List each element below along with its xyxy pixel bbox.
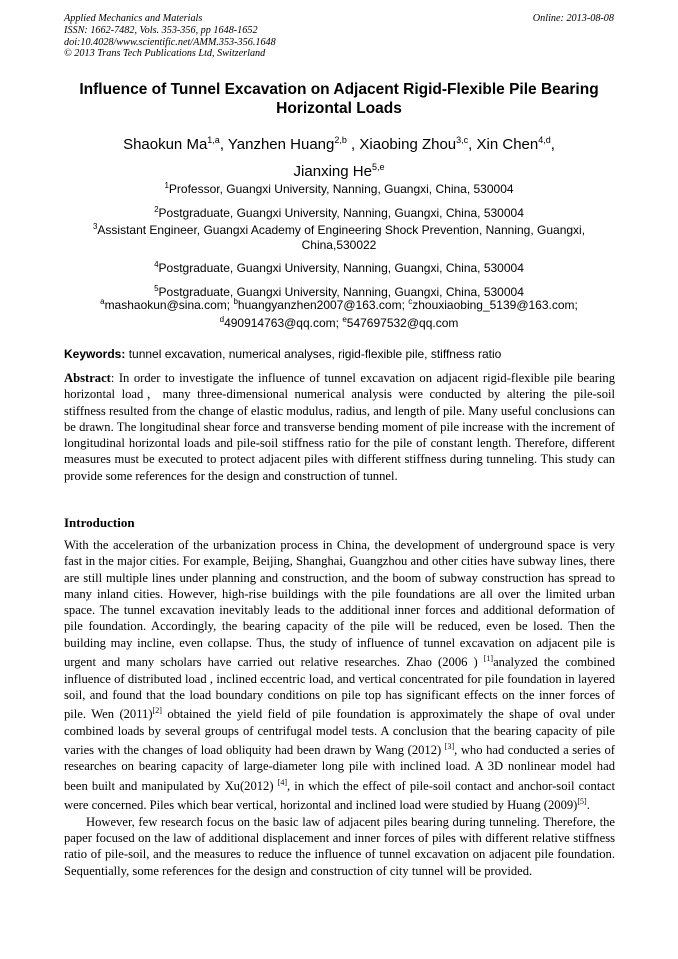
author-sup: 3,c (456, 135, 469, 145)
text-run: , who had conducted a series of researches on bearing capacity of large-diameter long pile with inclined load. A 3D nonlinear model had been built and manipulated by Xu(2012) (64, 743, 615, 793)
affiliation-text: Assistant Engineer, Guangxi Academy of Engineering Shock Prevention, Nanning, Guangxi, China,530022 (97, 223, 586, 252)
affiliation-text: Postgraduate, Guangxi University, Nanning, Guangxi, China, 530004 (158, 205, 524, 220)
affiliation-sup: 3 (92, 222, 98, 231)
journal-name: Applied Mechanics and Materials (64, 13, 203, 24)
affiliation (60, 258, 618, 276)
issn-line: ISSN: 1662-7482, Vols. 353-356, pp 1648-1652 (64, 24, 258, 36)
copyright-line: © 2013 Trans Tech Publications Ltd, Switzerland (64, 48, 266, 60)
email-sup: a (100, 297, 105, 306)
author-list: Shaokun Ma$^{1,a}$, Yanzhen Huang$^{2,b}$ , Xiaobing Zhou$^{3,c}$, Xin Chen$^{4,d}$, Jianxing He$^{5,e}$ (123, 135, 555, 180)
journal-header (64, 13, 614, 60)
affiliation (60, 179, 618, 197)
keywords-text: tunnel excavation, numerical analyses, rigid-flexible pile, stiffness ratio (125, 347, 502, 361)
text-run: obtained the yield field of pile foundation is approximately the shape of oval under combined loads by several groups of centrifugal model tests. A conclusion that the bearing capacity of pile varies with the changes of load obliquity had been drawn by Wang (2012) (64, 707, 615, 758)
online-date: Online: 2013-08-08 (532, 13, 614, 24)
affiliation-list (60, 179, 618, 305)
email-sup: c (408, 297, 413, 306)
text-run: analyzed the combined influence of distributed load , inclined eccentric load, and vertical concentrated for pile foundation in layered soil, and found that the load boundary conditions on pile top has significant effects on the inner forces of pile. Wen (2011) (64, 655, 615, 722)
email-sup: d (219, 314, 225, 324)
author-name: Xiaobing Zhou (359, 136, 457, 153)
email-link[interactable]: mashaokun@sina.com; (104, 298, 234, 312)
text-run: , in which the effect of pile-soil contact and anchor-soil contact were concerned. Piles which bear vertical, horizontal and inclined load were studied by Huang (2009) (64, 778, 615, 813)
affiliation-sup: 4 (154, 260, 159, 269)
text-run: With the acceleration of the urbanization process in China, the development of underground space is very fast in the major cities. For example, Beijing, Shanghai, Guangzhou and other cities have subway lines, there are still multiple lines under planning and construction, and the boom of subway construction has spread to many inland cities. However, high-rise buildings with the pile foundations are all over the limited urban space. The tunnel excavation inevitably leads to the additional inner forces and additional deformation of pile foundation. Accordingly, the bearing capacity of the pile will be reduced, even be losed. Then the building may incline, even collapse. Thus, the study of influence of tunnel excavation on adjacent pile is urgent and many scholars have carried out relative researches. Zhao (2006 ) (64, 538, 615, 670)
email-list (60, 295, 618, 330)
abstract-label: Abstract (64, 371, 111, 385)
email-sup: e (342, 314, 347, 324)
author-name: Yanzhen Huang (227, 136, 335, 153)
citation-ref[interactable]: [5] (577, 797, 587, 807)
paragraph (64, 537, 615, 814)
citation-ref[interactable]: [2] (152, 706, 162, 716)
text-run: . (586, 798, 590, 813)
email-link[interactable]: 490914763@qq.com; (224, 315, 343, 330)
affiliation-text: Postgraduate, Guangxi University, Nanning, Guangxi, China, 530004 (158, 284, 524, 299)
affiliation-sup: 2 (154, 204, 159, 214)
doi-line: doi:10.4028/www.scientific.net/AMM.353-356.1648 (64, 36, 276, 48)
author-sup: 1,a (207, 135, 220, 145)
abstract (64, 370, 615, 484)
section-heading-introduction: Introduction (64, 515, 135, 530)
keywords-label: Keywords: (64, 347, 126, 361)
email-link[interactable]: huangyanzhen2007@163.com; (237, 298, 409, 312)
citation-ref[interactable]: [1] (483, 654, 494, 664)
author-sup: 5,e (371, 162, 385, 172)
author-sup: 2,b (334, 135, 347, 145)
author-name: Jianxing He (293, 163, 372, 180)
keywords (64, 347, 615, 362)
affiliation-sup: 5 (154, 283, 159, 293)
abstract-text: : In order to investigate the influence of tunnel excavation on adjacent rigid-flexible pile bearing horizontal load，many three-dimensional numerical analysis were conducted by altering the pile-soil stiffness resulted from the change of elastic modulus, radius, and length of pile. Many useful conclusions can be drawn. The longitudinal shear force and transverse bending moment of pile increase with the increment of longitudinal horizontal loads and pile-soil stiffness ratio for the pile of constant length. Therefore, different measures must be executed to protect adjacent piles with different stiffness during tunneling. This study can provide some references for the design and construction of tunnel. (64, 371, 615, 483)
email-link[interactable]: zhouxiaobing_5139@163.com; (412, 298, 578, 312)
citation-ref[interactable]: [4] (277, 777, 288, 787)
affiliation (60, 203, 618, 221)
author-sup: 4,d (538, 135, 551, 145)
paper-title: Influence of Tunnel Excavation on Adjacent Rigid-Flexible Pile Bearing Horizontal Loads (79, 81, 599, 117)
author-name: Shaokun Ma (123, 136, 208, 153)
citation-ref[interactable]: [3] (444, 741, 455, 751)
email-link[interactable]: 547697532@qq.com (346, 315, 459, 330)
paragraph: However, few research focus on the basic law of adjacent piles bearing during tunneling. Therefore, the paper focused on the law of additional displacement and inner forces of piles with different relative stiffness ratio of pile-soil, and the measures to reduce the influence of tunnel excavation on adjacent pile foundation. Sequentially, some references for the design and construction of city tunnel will be provided. (64, 814, 615, 878)
affiliation-text: Postgraduate, Guangxi University, Nanning, Guangxi, China, 530004 (158, 261, 524, 275)
author-name: Xin Chen (476, 136, 539, 153)
introduction-body (64, 537, 615, 879)
affiliation (60, 220, 618, 252)
affiliation-text: Professor, Guangxi University, Nanning, Guangxi, China, 530004 (168, 182, 514, 196)
affiliation-sup: 1 (164, 181, 169, 190)
email-sup: b (233, 297, 238, 306)
